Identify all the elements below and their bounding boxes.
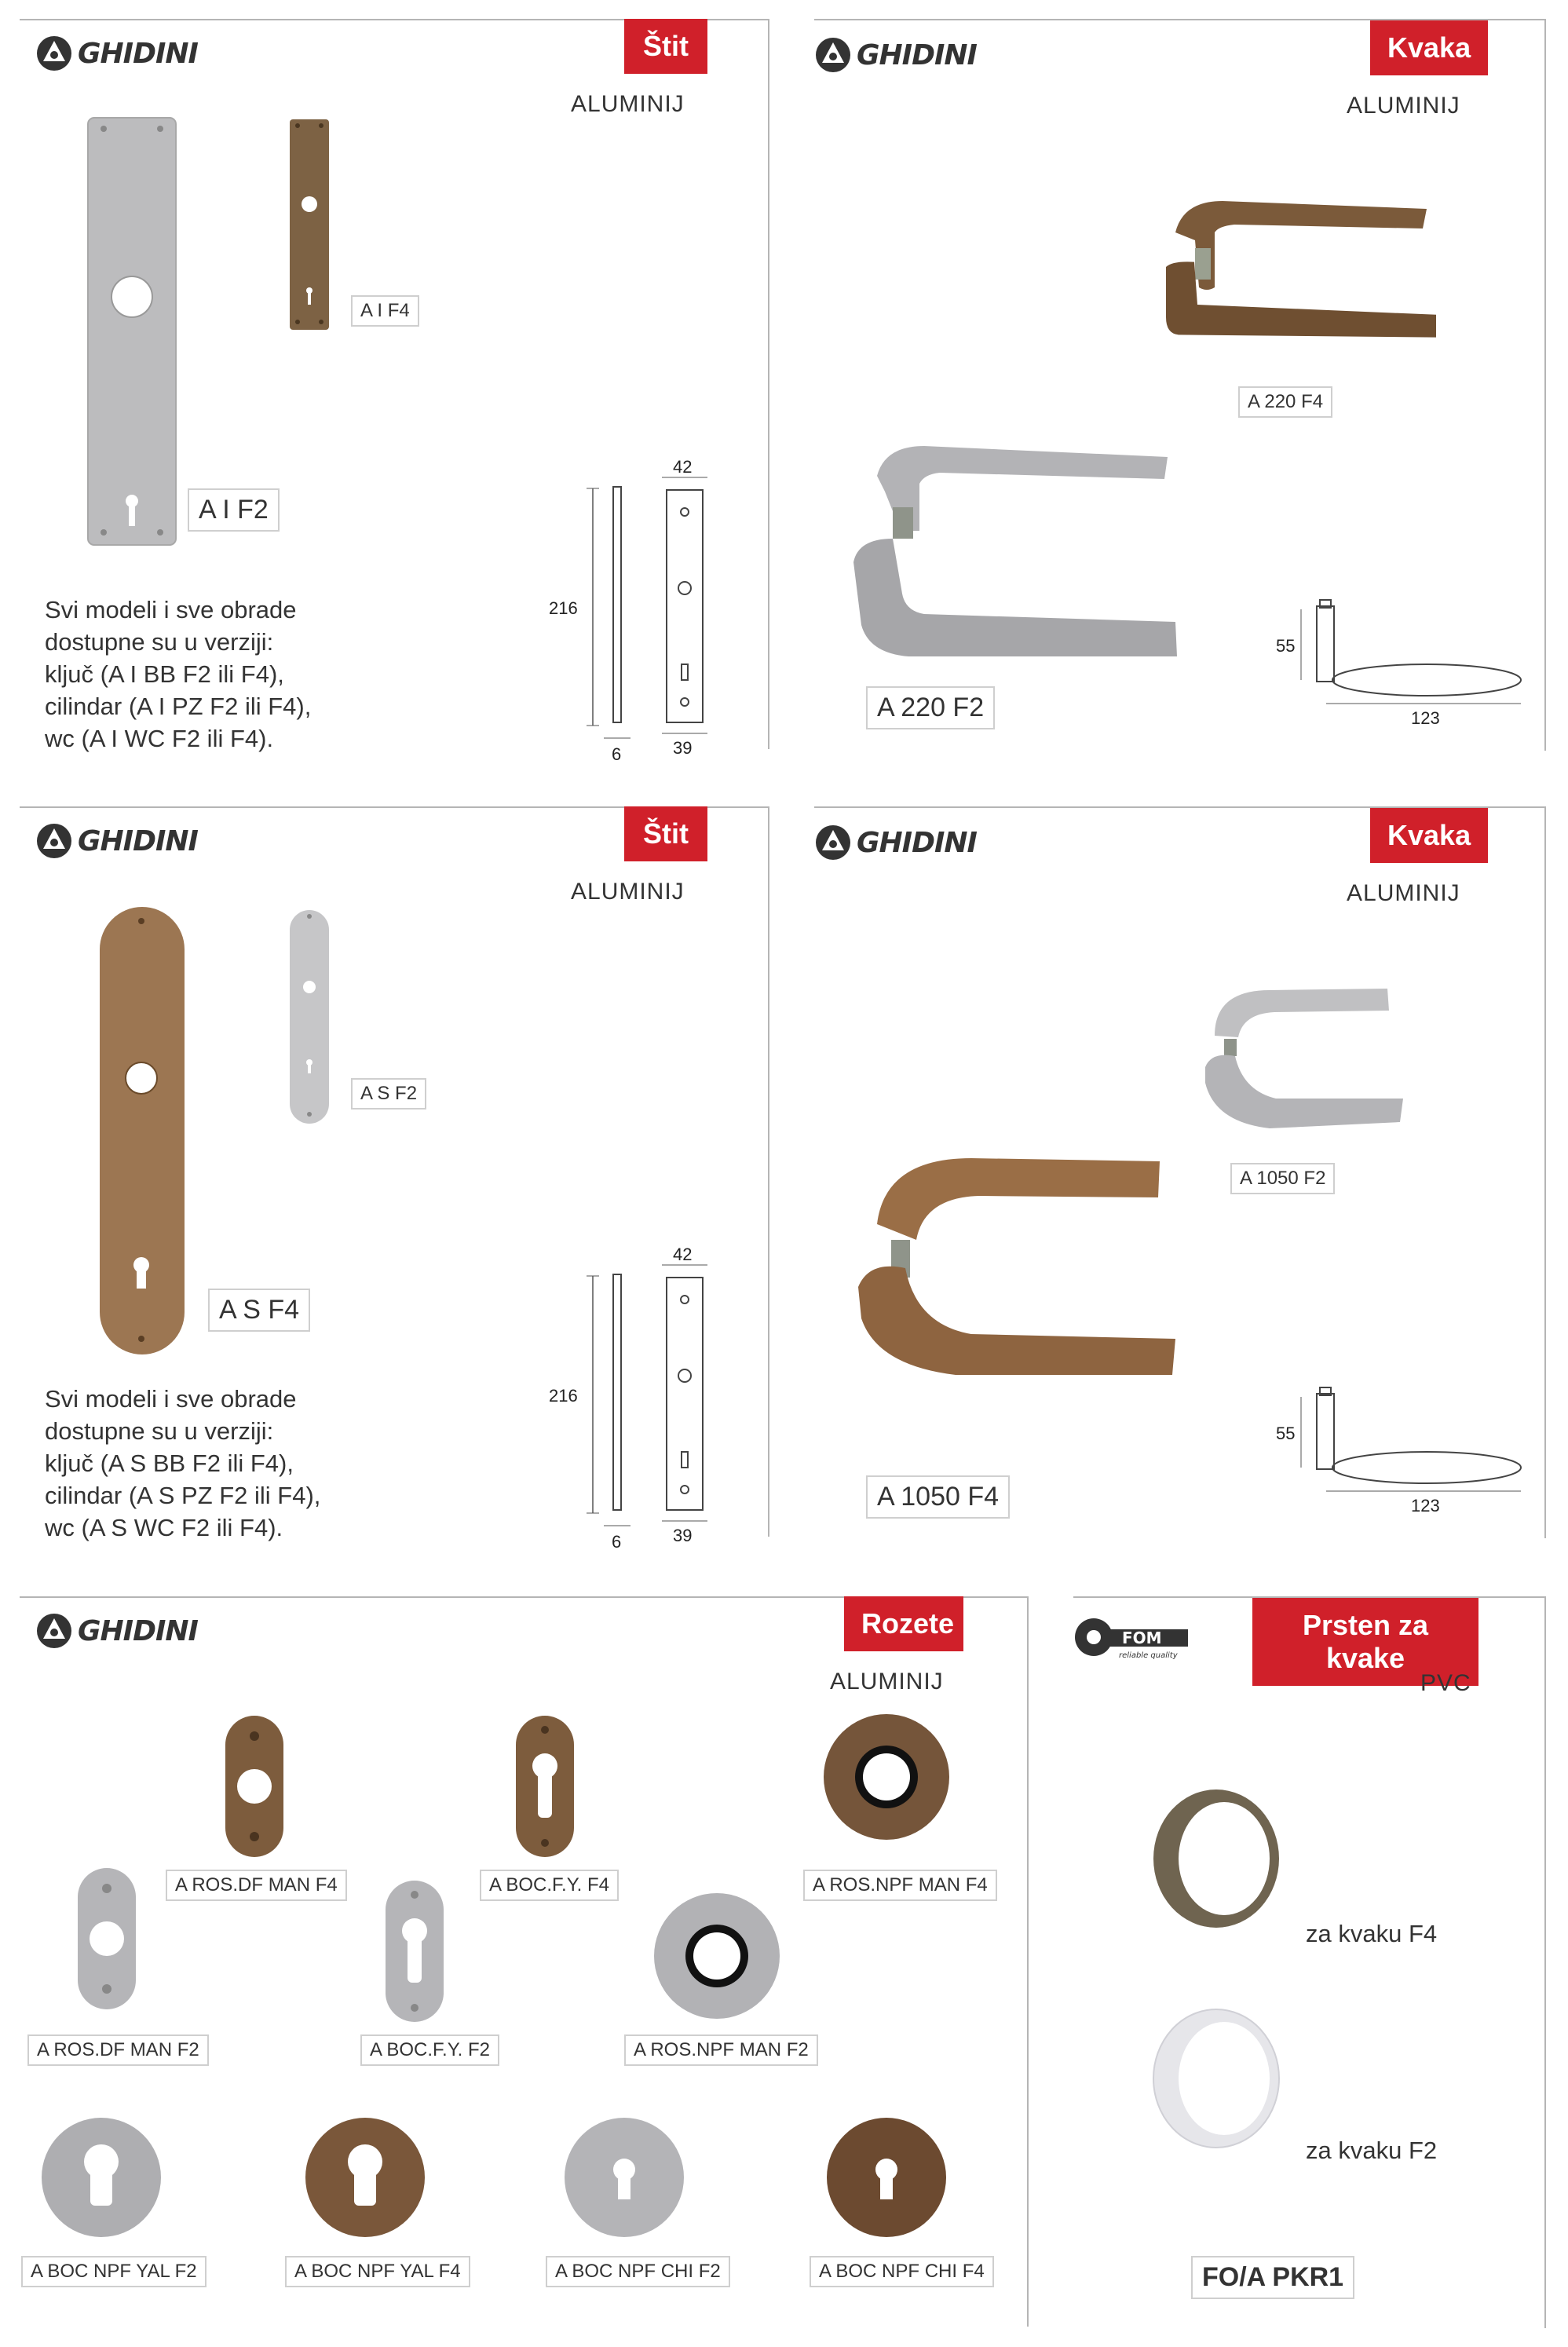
dim-bottom: 39 — [673, 1526, 693, 1545]
label-ros-npf-f4: A ROS.NPF MAN F4 — [803, 1870, 997, 1901]
fom-logo-text: FOM — [1122, 1629, 1162, 1647]
label-a1050-f2: A 1050 F2 — [1230, 1163, 1335, 1194]
handle-dimension-drawing — [1270, 1373, 1537, 1530]
label-yal-f2: A BOC NPF YAL F2 — [21, 2256, 207, 2287]
category-badge: Prsten za kvake — [1252, 1598, 1478, 1686]
category-badge: Rozete — [844, 1596, 963, 1651]
label-ai-f2: A I F2 — [188, 488, 280, 532]
rosette-chi-f2 — [563, 2116, 689, 2242]
plate-ai-f4 — [288, 118, 332, 345]
dim-width: 42 — [673, 1245, 693, 1264]
panel-stit-ai — [20, 19, 769, 764]
logo-text: GHIDINI — [78, 1614, 198, 1647]
ghidini-logo — [35, 1612, 198, 1650]
category-badge: Štit — [624, 19, 707, 74]
label-yal-f4: A BOC NPF YAL F4 — [285, 2256, 470, 2287]
ghidini-logo-icon — [35, 822, 73, 860]
label-ros-npf-f2: A ROS.NPF MAN F2 — [624, 2034, 818, 2066]
dim-thickness: 6 — [612, 1532, 622, 1552]
handle-a220-f2 — [838, 429, 1199, 680]
material-label: ALUMINIJ — [1347, 880, 1460, 906]
logo-text: GHIDINI — [857, 38, 977, 71]
rosette-chi-f4 — [825, 2116, 951, 2242]
availability-note: Svi modeli i sve obrade dostupne su u verziji: ključ (A S BB F2 ili F4), cilindar (A S PZ F2 ili F4), wc (A S WC F2 ili F4). — [45, 1385, 321, 1541]
dim-height: 216 — [549, 1386, 578, 1406]
handle-dimension-drawing — [1270, 586, 1537, 743]
category-badge: Kvaka — [1370, 20, 1488, 75]
handle-a1050-f4 — [838, 1122, 1199, 1389]
ring-f2 — [1149, 2006, 1290, 2155]
dim-length: 123 — [1411, 708, 1440, 728]
logo-text: GHIDINI — [78, 37, 198, 70]
label-ai-f4: A I F4 — [351, 295, 419, 327]
plate-as-f2 — [288, 908, 332, 1136]
dim-height: 55 — [1276, 1424, 1296, 1443]
plate-ai-f2 — [86, 116, 181, 572]
ring-f4-label: za kvaku F4 — [1306, 1920, 1438, 1947]
rosette-ros-df-f4 — [224, 1714, 287, 1860]
dimension-drawing — [538, 457, 742, 764]
rosette-ros-npf-f4 — [822, 1713, 951, 1841]
label-boc-fy-f4: A BOC.F.Y. F4 — [480, 1870, 619, 1901]
label-a220-f2: A 220 F2 — [866, 686, 995, 729]
plate-as-f4 — [98, 905, 189, 1376]
rosette-ros-npf-f2 — [652, 1892, 781, 2020]
ghidini-logo — [814, 824, 977, 861]
label-ros-df-f4: A ROS.DF MAN F4 — [166, 1870, 347, 1901]
dim-length: 123 — [1411, 1496, 1440, 1515]
rosette-boc-fy-f4 — [514, 1714, 577, 1860]
ghidini-logo — [35, 822, 198, 860]
label-as-f2: A S F2 — [351, 1078, 426, 1110]
label-a220-f4: A 220 F4 — [1238, 386, 1332, 418]
material-label: ALUMINIJ — [830, 1669, 944, 1694]
label-chi-f4: A BOC NPF CHI F4 — [810, 2256, 994, 2287]
material-label: ALUMINIJ — [571, 91, 685, 117]
label-a1050-f4: A 1050 F4 — [866, 1475, 1010, 1519]
label-as-f4: A S F4 — [208, 1289, 310, 1332]
rosette-yal-f2 — [40, 2116, 166, 2242]
ghidini-logo — [814, 36, 977, 74]
ghidini-logo — [35, 35, 198, 72]
availability-note: Svi modeli i sve obrade dostupne su u verziji: ključ (A I BB F2 ili F4), cilindar (A I PZ F2 ili F4), wc (A I WC F2 ili F4). — [45, 596, 312, 752]
material-label: ALUMINIJ — [571, 879, 685, 905]
dim-thickness: 6 — [612, 744, 622, 764]
category-badge: Štit — [624, 806, 707, 861]
label-boc-fy-f2: A BOC.F.Y. F2 — [360, 2034, 499, 2066]
dimension-drawing — [538, 1245, 742, 1552]
dim-width: 42 — [673, 457, 693, 477]
ghidini-logo-icon — [35, 1612, 73, 1650]
category-badge: Kvaka — [1370, 808, 1488, 863]
rosette-ros-df-f2 — [76, 1866, 139, 2012]
ghidini-logo-icon — [814, 36, 852, 74]
panel-kvaka-a220 — [814, 19, 1546, 751]
fom-logo — [1073, 1617, 1191, 1661]
material-label: ALUMINIJ — [1347, 93, 1460, 119]
panel-kvaka-a1050 — [814, 806, 1546, 1538]
label-chi-f2: A BOC NPF CHI F2 — [546, 2256, 730, 2287]
panel-prsten — [1073, 1596, 1546, 2328]
handle-a1050-f2 — [1183, 965, 1403, 1153]
ghidini-logo-icon — [814, 824, 852, 861]
fom-tagline: reliable quality — [1119, 1651, 1178, 1660]
ghidini-logo-icon — [35, 35, 73, 72]
handle-a220-f4 — [1160, 185, 1442, 382]
fom-key-icon — [1073, 1617, 1191, 1661]
rosette-yal-f4 — [304, 2116, 429, 2242]
ring-f4 — [1149, 1786, 1290, 1936]
logo-text: GHIDINI — [857, 826, 977, 859]
dim-height: 216 — [549, 598, 578, 618]
ring-f2-label: za kvaku F2 — [1306, 2137, 1438, 2164]
logo-text: GHIDINI — [78, 824, 198, 857]
product-code: FO/A PKR1 — [1191, 2256, 1354, 2299]
label-ros-df-f2: A ROS.DF MAN F2 — [27, 2034, 209, 2066]
material-label: PVC — [1420, 1670, 1471, 1696]
panel-rozete — [20, 1596, 1029, 2327]
panel-stit-as — [20, 806, 769, 1552]
dim-height: 55 — [1276, 636, 1296, 656]
rosette-boc-fy-f2 — [384, 1879, 447, 2025]
dim-bottom: 39 — [673, 738, 693, 758]
